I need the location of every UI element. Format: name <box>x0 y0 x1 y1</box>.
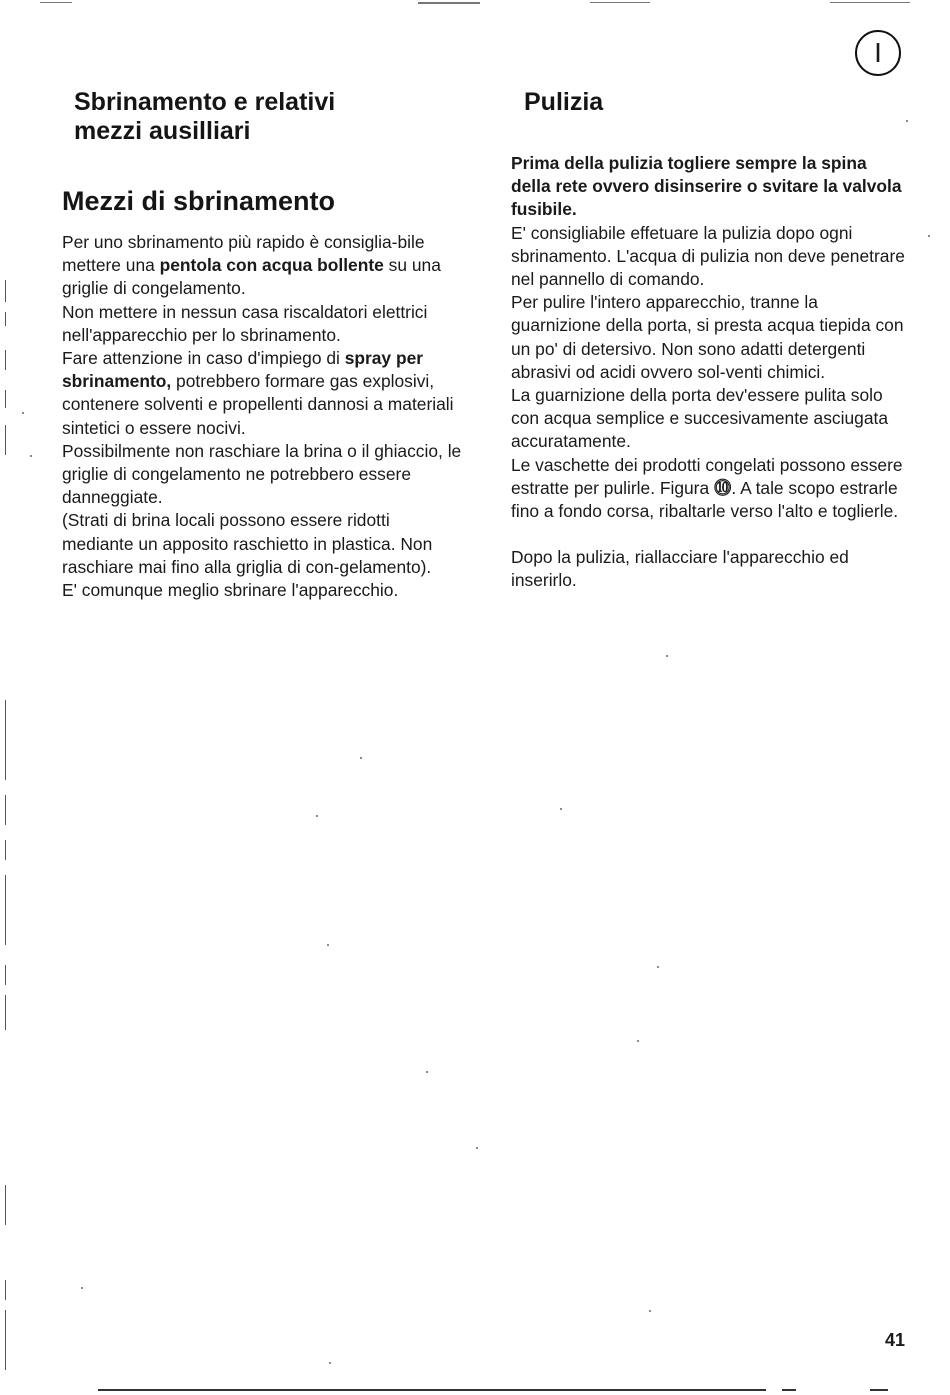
scan-speck <box>360 757 362 759</box>
right-text-column <box>511 152 911 593</box>
scan-artifact-tick <box>5 795 6 825</box>
scan-speck <box>637 1040 639 1042</box>
scan-speck <box>657 966 659 968</box>
scan-artifact-tick <box>5 1310 6 1370</box>
language-code: I <box>874 37 882 68</box>
text-run: su una griglie di congelamento. <box>62 255 441 299</box>
paragraph: Per pulire l'intero apparecchio, tranne la guarnizione della porta, si presta acqua tiepida con un po' di detersivo. Non sono adatti detergenti abrasivi od acidi ovvero sol-venti chimici. <box>511 292 904 382</box>
scan-artifact-tick <box>5 390 6 408</box>
scan-artifact-tick <box>5 995 6 1030</box>
paragraph: Possibilmente non raschiare la brina o il ghiaccio, le griglie di congelamento ne potrebbero essere danneggiate. <box>62 440 462 508</box>
scan-artifact-tick <box>5 1280 6 1300</box>
scan-speck <box>560 808 562 810</box>
scan-artifact-tick <box>5 350 6 370</box>
scan-speck <box>476 1147 478 1149</box>
scan-speck <box>329 1362 331 1364</box>
scan-speck <box>649 1310 651 1312</box>
scan-speck <box>81 1287 83 1289</box>
bold-text-run: pentola con acqua bollente <box>159 255 384 276</box>
scan-speck <box>30 455 32 457</box>
scan-artifact-tick <box>5 875 6 945</box>
paragraph: E' consigliabile effetuare la pulizia dopo ogni sbrinamento. L'acqua di pulizia non deve penetrare nel pannello di comando. <box>511 222 905 290</box>
scan-artifact-line <box>98 1389 766 1391</box>
paragraph: La guarnizione della porta dev'essere pulita solo con acqua semplice e succesivamente asciugata accuratamente. <box>511 385 889 452</box>
scan-speck <box>426 1071 428 1073</box>
text-run: . A tale scopo estrarle fino a fondo corsa, ribaltarle verso l'alto e toglierle. <box>511 477 899 522</box>
scan-artifact-tick <box>5 965 6 985</box>
section-banner-pulizia <box>524 88 724 117</box>
scan-speck <box>928 235 930 237</box>
scan-artifact-line <box>782 1389 796 1391</box>
figure-reference: ⓾ <box>713 477 732 498</box>
paragraph-spacer <box>511 523 911 546</box>
scan-artifact-tick <box>5 840 6 860</box>
paragraph <box>62 231 462 301</box>
bold-text-run: spray per sbrinamento, <box>62 348 424 392</box>
page-number: 41 <box>885 1330 906 1350</box>
scan-speck <box>666 655 668 657</box>
scan-artifact-tick <box>5 700 6 780</box>
left-text-column <box>62 231 462 602</box>
scan-speck <box>316 815 318 817</box>
paragraph: (Strati di brina locali possono essere ridotti mediante un apposito raschietto in plastica. Non raschiare mai fino alla griglia di con-gelamento). <box>62 510 433 577</box>
scan-artifact-line <box>418 2 480 4</box>
section-banner-sbrinamento <box>74 88 474 146</box>
paragraph: Non mettere in nessun casa riscaldatori elettrici nell'apparecchio per lo sbrinamento. <box>62 301 428 345</box>
text-run: Fare attenzione in caso d'impiego di <box>62 348 345 369</box>
scan-artifact-line <box>870 1389 888 1391</box>
banner-line: Sbrinamento e relativi <box>74 88 336 116</box>
banner-line: mezzi ausilliari <box>74 117 251 145</box>
section-heading-mezzi-di-sbrinamento: Mezzi di sbrinamento <box>62 186 336 216</box>
scan-artifact-line <box>40 2 72 3</box>
text-run: Per uno sbrinamento più rapido è consiglia-bile mettere una <box>62 232 425 276</box>
scan-artifact-line <box>590 2 650 3</box>
warning-paragraph: Prima della pulizia togliere sempre la spina della rete ovvero disinserire o svitare la valvola fusibile. <box>511 153 902 220</box>
paragraph: Dopo la pulizia, riallacciare l'apparecchio ed inserirlo. <box>511 547 849 591</box>
banner-line: Pulizia <box>524 88 604 116</box>
scan-artifact-tick <box>5 280 6 302</box>
paragraph: E' comunque meglio sbrinare l'apparecchio. <box>62 580 399 601</box>
scan-artifact-tick <box>5 425 6 455</box>
scan-speck <box>327 944 329 946</box>
paragraph <box>62 347 462 440</box>
scan-speck <box>22 412 24 414</box>
scan-artifact-line <box>830 2 910 3</box>
scan-artifact-tick <box>5 1185 6 1225</box>
text-run: Le vaschette dei prodotti congelati possono essere estratte per pulirle. Figura <box>511 454 903 498</box>
scan-artifact-tick <box>5 312 6 326</box>
text-run: potrebbero formare gas explosivi, contenere solventi e propellenti dannosi a materiali sintetici o essere nocivi. <box>62 371 454 438</box>
language-badge <box>855 30 901 76</box>
scan-speck <box>906 120 908 122</box>
paragraph <box>511 454 911 524</box>
